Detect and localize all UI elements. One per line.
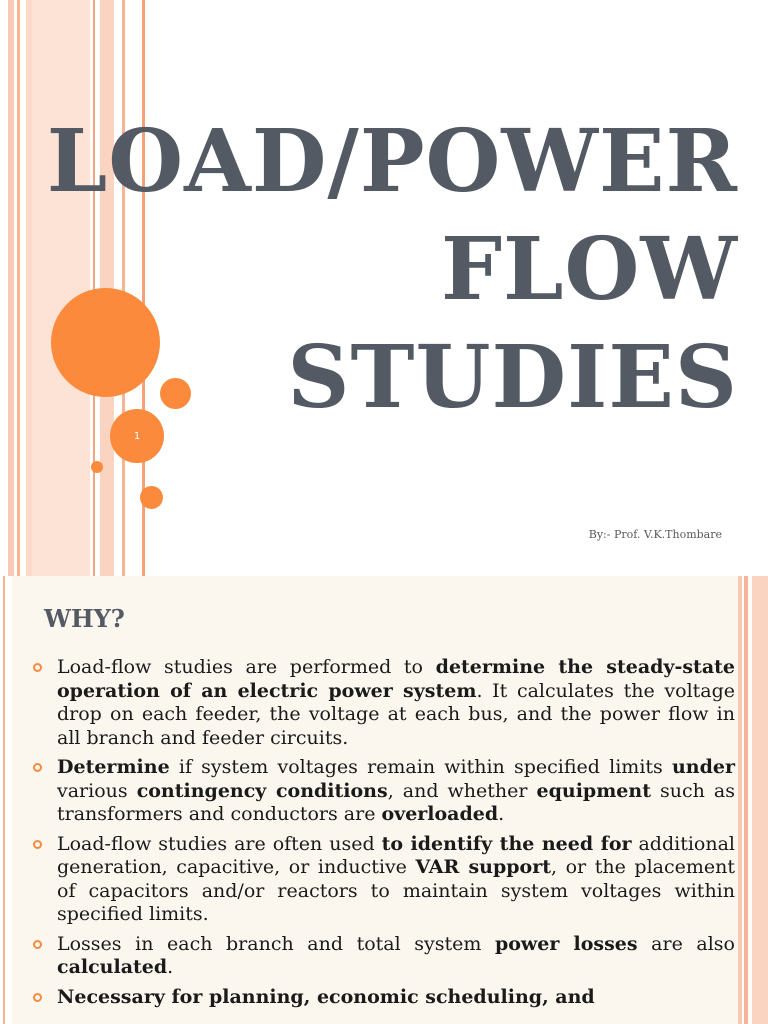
decorative-circle xyxy=(140,486,163,509)
bullet-ring-icon xyxy=(33,993,42,1002)
bullet-list xyxy=(33,656,735,1015)
bullet-emphasis: calculated xyxy=(57,956,168,978)
bullet-text: Load-flow studies are often used xyxy=(57,832,382,855)
bullet-text: such as transformers and conductors are xyxy=(57,779,736,825)
bullet-emphasis: contingency conditions xyxy=(136,779,388,802)
bullet-emphasis: under xyxy=(671,756,735,778)
bullet-emphasis: Determine xyxy=(57,756,170,778)
decorative-stripe xyxy=(3,576,5,1024)
bullet-text: , or the placement of capacitors and/or reactors to maintain system voltages within specified limits. xyxy=(57,856,735,925)
bullet-item xyxy=(33,833,735,927)
slide-title xyxy=(18,108,738,432)
author-credit: By:- Prof. V.K.Thombare xyxy=(588,528,722,541)
bullet-emphasis: Necessary for planning, economic scheduling, and xyxy=(57,985,595,1008)
bullet-text: Load-flow studies are performed to xyxy=(57,656,436,678)
bullet-ring-icon xyxy=(33,940,42,949)
decorative-circle xyxy=(91,461,103,473)
bullet-item xyxy=(33,986,735,1010)
bullet-text: Losses in each branch and total system xyxy=(57,932,495,955)
slide-number: 1 xyxy=(133,430,141,442)
slide-heading: WHY? xyxy=(44,604,125,633)
bullet-emphasis: equipment xyxy=(536,779,651,802)
bullet-item xyxy=(33,656,735,750)
bullet-emphasis: to identify the need for xyxy=(381,832,632,855)
bullet-emphasis: overloaded xyxy=(381,803,499,825)
bullet-text: if system voltages remain within specified limits xyxy=(169,756,672,778)
bullet-emphasis: power losses xyxy=(494,932,638,955)
decorative-stripe xyxy=(752,576,768,1024)
bullet-text: . xyxy=(167,956,174,978)
decorative-stripe xyxy=(8,0,14,576)
title-line: STUDIES xyxy=(287,327,738,428)
why-slide xyxy=(0,576,768,1024)
bullet-item xyxy=(33,933,735,980)
bullet-text: . xyxy=(498,803,505,825)
decorative-stripe xyxy=(744,576,748,1024)
bullet-ring-icon xyxy=(33,840,42,849)
bullet-text: additional generation, capacitive, or inductive xyxy=(57,832,735,878)
bullet-text: are also xyxy=(637,932,735,955)
decorative-stripe xyxy=(738,576,742,1024)
bullet-ring-icon xyxy=(33,663,42,672)
title-line: LOAD/POWER xyxy=(46,111,738,212)
bullet-emphasis: VAR support xyxy=(415,856,551,878)
bullet-ring-icon xyxy=(33,763,42,772)
title-line: FLOW xyxy=(440,219,738,320)
bullet-text: , and whether xyxy=(387,779,537,802)
bullet-item xyxy=(33,756,735,827)
bullet-text: various xyxy=(57,779,137,802)
bullet-emphasis: determine the steady-state operation of an electric power system xyxy=(57,656,735,702)
bullet-text: . It calculates the voltage drop on each feeder, the voltage at each bus, and the power flow in all branch and feeder circuits. xyxy=(57,679,736,749)
